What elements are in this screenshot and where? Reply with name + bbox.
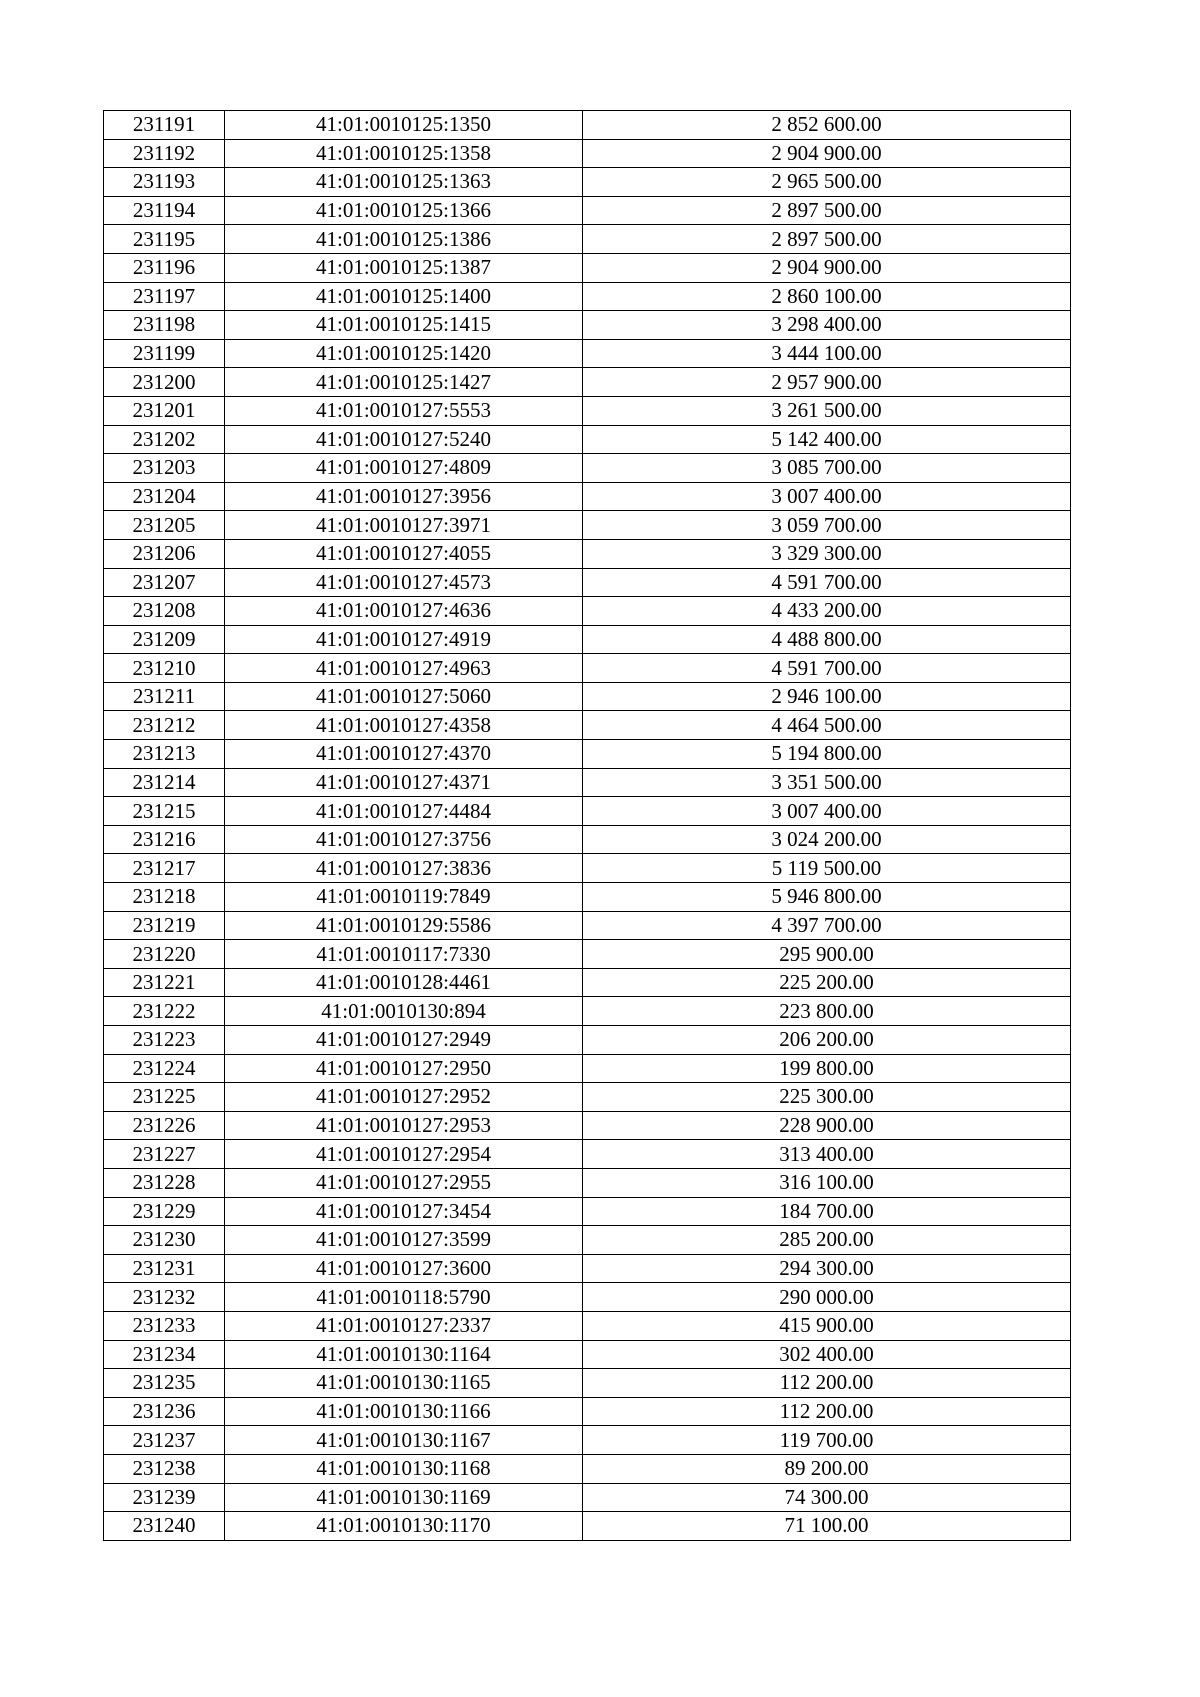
table-row bbox=[104, 1283, 1071, 1312]
row-number-cell: 231192 bbox=[104, 139, 225, 168]
cadastral-number-cell: 41:01:0010127:2337 bbox=[225, 1311, 583, 1340]
cadastral-value-cell: 5 194 800.00 bbox=[583, 740, 1071, 769]
row-number-cell: 231224 bbox=[104, 1054, 225, 1083]
cadastral-number-cell: 41:01:0010127:5060 bbox=[225, 682, 583, 711]
cadastral-number-cell: 41:01:0010125:1420 bbox=[225, 339, 583, 368]
cadastral-number-cell: 41:01:0010127:2950 bbox=[225, 1054, 583, 1083]
cadastral-value-cell: 2 965 500.00 bbox=[583, 168, 1071, 197]
row-number-cell: 231225 bbox=[104, 1083, 225, 1112]
table-row bbox=[104, 511, 1071, 540]
cadastral-number-cell: 41:01:0010127:5240 bbox=[225, 425, 583, 454]
cadastral-number-cell: 41:01:0010125:1350 bbox=[225, 111, 583, 140]
cadastral-value-cell: 295 900.00 bbox=[583, 940, 1071, 969]
cadastral-number-cell: 41:01:0010127:3836 bbox=[225, 854, 583, 883]
table-row bbox=[104, 825, 1071, 854]
cadastral-value-cell: 119 700.00 bbox=[583, 1426, 1071, 1455]
cadastral-value-cell: 4 464 500.00 bbox=[583, 711, 1071, 740]
cadastral-number-cell: 41:01:0010127:2954 bbox=[225, 1140, 583, 1169]
table-row bbox=[104, 1426, 1071, 1455]
cadastral-value-cell: 5 142 400.00 bbox=[583, 425, 1071, 454]
row-number-cell: 231239 bbox=[104, 1483, 225, 1512]
cadastral-number-cell: 41:01:0010128:4461 bbox=[225, 968, 583, 997]
row-number-cell: 231220 bbox=[104, 940, 225, 969]
table-row bbox=[104, 253, 1071, 282]
cadastral-value-cell: 2 897 500.00 bbox=[583, 225, 1071, 254]
row-number-cell: 231234 bbox=[104, 1340, 225, 1369]
cadastral-number-cell: 41:01:0010117:7330 bbox=[225, 940, 583, 969]
row-number-cell: 231198 bbox=[104, 311, 225, 340]
cadastral-value-cell: 2 897 500.00 bbox=[583, 196, 1071, 225]
cadastral-value-cell: 2 904 900.00 bbox=[583, 253, 1071, 282]
row-number-cell: 231219 bbox=[104, 911, 225, 940]
table-row bbox=[104, 682, 1071, 711]
cadastral-number-cell: 41:01:0010127:2955 bbox=[225, 1168, 583, 1197]
row-number-cell: 231191 bbox=[104, 111, 225, 140]
cadastral-number-cell: 41:01:0010130:1167 bbox=[225, 1426, 583, 1455]
cadastral-number-cell: 41:01:0010125:1400 bbox=[225, 282, 583, 311]
cadastral-value-cell: 3 059 700.00 bbox=[583, 511, 1071, 540]
row-number-cell: 231235 bbox=[104, 1369, 225, 1398]
table-row bbox=[104, 568, 1071, 597]
row-number-cell: 231206 bbox=[104, 539, 225, 568]
table-row bbox=[104, 1140, 1071, 1169]
cadastral-value-cell: 2 860 100.00 bbox=[583, 282, 1071, 311]
row-number-cell: 231223 bbox=[104, 1026, 225, 1055]
row-number-cell: 231199 bbox=[104, 339, 225, 368]
cadastral-number-cell: 41:01:0010127:4636 bbox=[225, 597, 583, 626]
table-row bbox=[104, 368, 1071, 397]
table-row bbox=[104, 883, 1071, 912]
cadastral-number-cell: 41:01:0010127:4358 bbox=[225, 711, 583, 740]
cadastral-value-cell: 2 852 600.00 bbox=[583, 111, 1071, 140]
cadastral-value-cell: 4 591 700.00 bbox=[583, 654, 1071, 683]
row-number-cell: 231240 bbox=[104, 1512, 225, 1541]
table-row bbox=[104, 1454, 1071, 1483]
table-row bbox=[104, 797, 1071, 826]
cadastral-number-cell: 41:01:0010125:1386 bbox=[225, 225, 583, 254]
cadastral-number-cell: 41:01:0010129:5586 bbox=[225, 911, 583, 940]
cadastral-value-cell: 302 400.00 bbox=[583, 1340, 1071, 1369]
table-row bbox=[104, 139, 1071, 168]
cadastral-number-cell: 41:01:0010130:1170 bbox=[225, 1512, 583, 1541]
cadastral-value-cell: 4 591 700.00 bbox=[583, 568, 1071, 597]
table-row bbox=[104, 311, 1071, 340]
table-row bbox=[104, 1254, 1071, 1283]
row-number-cell: 231208 bbox=[104, 597, 225, 626]
table-row bbox=[104, 1369, 1071, 1398]
row-number-cell: 231232 bbox=[104, 1283, 225, 1312]
cadastral-number-cell: 41:01:0010130:1164 bbox=[225, 1340, 583, 1369]
row-number-cell: 231194 bbox=[104, 196, 225, 225]
table-row bbox=[104, 425, 1071, 454]
cadastral-value-cell: 112 200.00 bbox=[583, 1397, 1071, 1426]
row-number-cell: 231196 bbox=[104, 253, 225, 282]
cadastral-value-cell: 71 100.00 bbox=[583, 1512, 1071, 1541]
cadastral-number-cell: 41:01:0010130:1169 bbox=[225, 1483, 583, 1512]
cadastral-value-cell: 285 200.00 bbox=[583, 1226, 1071, 1255]
cadastral-value-cell: 316 100.00 bbox=[583, 1168, 1071, 1197]
row-number-cell: 231207 bbox=[104, 568, 225, 597]
cadastral-value-cell: 3 007 400.00 bbox=[583, 797, 1071, 826]
cadastral-number-cell: 41:01:0010127:2949 bbox=[225, 1026, 583, 1055]
cadastral-number-cell: 41:01:0010130:1165 bbox=[225, 1369, 583, 1398]
row-number-cell: 231237 bbox=[104, 1426, 225, 1455]
row-number-cell: 231222 bbox=[104, 997, 225, 1026]
row-number-cell: 231211 bbox=[104, 682, 225, 711]
row-number-cell: 231202 bbox=[104, 425, 225, 454]
table-row bbox=[104, 597, 1071, 626]
row-number-cell: 231195 bbox=[104, 225, 225, 254]
cadastral-value-cell: 290 000.00 bbox=[583, 1283, 1071, 1312]
cadastral-value-cell: 4 397 700.00 bbox=[583, 911, 1071, 940]
table-row bbox=[104, 940, 1071, 969]
table-row bbox=[104, 1397, 1071, 1426]
cadastral-number-cell: 41:01:0010125:1363 bbox=[225, 168, 583, 197]
row-number-cell: 231236 bbox=[104, 1397, 225, 1426]
cadastral-value-cell: 294 300.00 bbox=[583, 1254, 1071, 1283]
row-number-cell: 231193 bbox=[104, 168, 225, 197]
cadastral-value-cell: 3 329 300.00 bbox=[583, 539, 1071, 568]
cadastral-value-cell: 225 300.00 bbox=[583, 1083, 1071, 1112]
cadastral-number-cell: 41:01:0010125:1366 bbox=[225, 196, 583, 225]
table-row bbox=[104, 1311, 1071, 1340]
cadastral-value-cell: 2 946 100.00 bbox=[583, 682, 1071, 711]
cadastral-value-cell: 5 119 500.00 bbox=[583, 854, 1071, 883]
row-number-cell: 231215 bbox=[104, 797, 225, 826]
cadastral-value-cell: 5 946 800.00 bbox=[583, 883, 1071, 912]
cadastral-value-cell: 4 488 800.00 bbox=[583, 625, 1071, 654]
cadastral-number-cell: 41:01:0010127:3600 bbox=[225, 1254, 583, 1283]
table-row bbox=[104, 225, 1071, 254]
table-row bbox=[104, 711, 1071, 740]
row-number-cell: 231203 bbox=[104, 454, 225, 483]
cadastral-number-cell: 41:01:0010127:4963 bbox=[225, 654, 583, 683]
cadastral-value-cell: 228 900.00 bbox=[583, 1111, 1071, 1140]
cadastral-number-cell: 41:01:0010127:3956 bbox=[225, 482, 583, 511]
row-number-cell: 231231 bbox=[104, 1254, 225, 1283]
cadastral-value-cell: 206 200.00 bbox=[583, 1026, 1071, 1055]
cadastral-number-cell: 41:01:0010127:4370 bbox=[225, 740, 583, 769]
table-row bbox=[104, 482, 1071, 511]
cadastral-value-cell: 3 298 400.00 bbox=[583, 311, 1071, 340]
row-number-cell: 231213 bbox=[104, 740, 225, 769]
table-row bbox=[104, 854, 1071, 883]
row-number-cell: 231214 bbox=[104, 768, 225, 797]
table-row bbox=[104, 911, 1071, 940]
cadastral-number-cell: 41:01:0010125:1415 bbox=[225, 311, 583, 340]
row-number-cell: 231230 bbox=[104, 1226, 225, 1255]
cadastral-number-cell: 41:01:0010119:7849 bbox=[225, 883, 583, 912]
cadastral-number-cell: 41:01:0010130:894 bbox=[225, 997, 583, 1026]
cadastral-value-cell: 74 300.00 bbox=[583, 1483, 1071, 1512]
cadastral-number-cell: 41:01:0010127:4809 bbox=[225, 454, 583, 483]
cadastral-number-cell: 41:01:0010125:1427 bbox=[225, 368, 583, 397]
cadastral-number-cell: 41:01:0010127:4371 bbox=[225, 768, 583, 797]
cadastral-value-cell: 112 200.00 bbox=[583, 1369, 1071, 1398]
row-number-cell: 231209 bbox=[104, 625, 225, 654]
cadastral-number-cell: 41:01:0010127:4055 bbox=[225, 539, 583, 568]
cadastral-number-cell: 41:01:0010127:4484 bbox=[225, 797, 583, 826]
table-row bbox=[104, 625, 1071, 654]
row-number-cell: 231218 bbox=[104, 883, 225, 912]
row-number-cell: 231204 bbox=[104, 482, 225, 511]
row-number-cell: 231227 bbox=[104, 1140, 225, 1169]
row-number-cell: 231201 bbox=[104, 396, 225, 425]
cadastral-value-cell: 3 351 500.00 bbox=[583, 768, 1071, 797]
cadastral-value-cell: 3 024 200.00 bbox=[583, 825, 1071, 854]
cadastral-number-cell: 41:01:0010127:5553 bbox=[225, 396, 583, 425]
cadastral-number-cell: 41:01:0010130:1168 bbox=[225, 1454, 583, 1483]
cadastral-number-cell: 41:01:0010125:1358 bbox=[225, 139, 583, 168]
table-row bbox=[104, 968, 1071, 997]
table-row bbox=[104, 1168, 1071, 1197]
cadastral-number-cell: 41:01:0010130:1166 bbox=[225, 1397, 583, 1426]
table-row bbox=[104, 1083, 1071, 1112]
cadastral-value-cell: 2 957 900.00 bbox=[583, 368, 1071, 397]
cadastral-number-cell: 41:01:0010118:5790 bbox=[225, 1283, 583, 1312]
table-row bbox=[104, 654, 1071, 683]
row-number-cell: 231221 bbox=[104, 968, 225, 997]
cadastral-value-cell: 184 700.00 bbox=[583, 1197, 1071, 1226]
table-row bbox=[104, 282, 1071, 311]
table-row bbox=[104, 196, 1071, 225]
cadastral-value-table bbox=[103, 110, 1071, 1541]
cadastral-value-cell: 3 007 400.00 bbox=[583, 482, 1071, 511]
cadastral-value-cell: 415 900.00 bbox=[583, 1311, 1071, 1340]
cadastral-number-cell: 41:01:0010127:3756 bbox=[225, 825, 583, 854]
table-row bbox=[104, 1111, 1071, 1140]
table-row bbox=[104, 339, 1071, 368]
table-row bbox=[104, 168, 1071, 197]
cadastral-number-cell: 41:01:0010127:3599 bbox=[225, 1226, 583, 1255]
cadastral-value-cell: 3 085 700.00 bbox=[583, 454, 1071, 483]
table-row bbox=[104, 768, 1071, 797]
cadastral-number-cell: 41:01:0010125:1387 bbox=[225, 253, 583, 282]
table-row bbox=[104, 1197, 1071, 1226]
row-number-cell: 231205 bbox=[104, 511, 225, 540]
cadastral-number-cell: 41:01:0010127:4573 bbox=[225, 568, 583, 597]
cadastral-number-cell: 41:01:0010127:3454 bbox=[225, 1197, 583, 1226]
cadastral-number-cell: 41:01:0010127:2952 bbox=[225, 1083, 583, 1112]
table-row bbox=[104, 111, 1071, 140]
table-row bbox=[104, 539, 1071, 568]
table-row bbox=[104, 1054, 1071, 1083]
row-number-cell: 231216 bbox=[104, 825, 225, 854]
cadastral-value-cell: 3 261 500.00 bbox=[583, 396, 1071, 425]
table-row bbox=[104, 997, 1071, 1026]
cadastral-value-cell: 199 800.00 bbox=[583, 1054, 1071, 1083]
row-number-cell: 231229 bbox=[104, 1197, 225, 1226]
row-number-cell: 231228 bbox=[104, 1168, 225, 1197]
row-number-cell: 231210 bbox=[104, 654, 225, 683]
cadastral-number-cell: 41:01:0010127:4919 bbox=[225, 625, 583, 654]
row-number-cell: 231197 bbox=[104, 282, 225, 311]
row-number-cell: 231238 bbox=[104, 1454, 225, 1483]
cadastral-number-cell: 41:01:0010127:2953 bbox=[225, 1111, 583, 1140]
cadastral-value-cell: 3 444 100.00 bbox=[583, 339, 1071, 368]
table-row bbox=[104, 454, 1071, 483]
table-row bbox=[104, 396, 1071, 425]
row-number-cell: 231226 bbox=[104, 1111, 225, 1140]
table-row bbox=[104, 1340, 1071, 1369]
table-row bbox=[104, 1512, 1071, 1541]
cadastral-value-cell: 223 800.00 bbox=[583, 997, 1071, 1026]
row-number-cell: 231212 bbox=[104, 711, 225, 740]
table-body bbox=[104, 111, 1071, 1541]
cadastral-value-cell: 225 200.00 bbox=[583, 968, 1071, 997]
cadastral-number-cell: 41:01:0010127:3971 bbox=[225, 511, 583, 540]
cadastral-value-cell: 2 904 900.00 bbox=[583, 139, 1071, 168]
cadastral-value-cell: 313 400.00 bbox=[583, 1140, 1071, 1169]
row-number-cell: 231217 bbox=[104, 854, 225, 883]
row-number-cell: 231200 bbox=[104, 368, 225, 397]
table-row bbox=[104, 1226, 1071, 1255]
table-row bbox=[104, 1483, 1071, 1512]
table-row bbox=[104, 740, 1071, 769]
cadastral-value-cell: 4 433 200.00 bbox=[583, 597, 1071, 626]
table-row bbox=[104, 1026, 1071, 1055]
row-number-cell: 231233 bbox=[104, 1311, 225, 1340]
cadastral-value-cell: 89 200.00 bbox=[583, 1454, 1071, 1483]
